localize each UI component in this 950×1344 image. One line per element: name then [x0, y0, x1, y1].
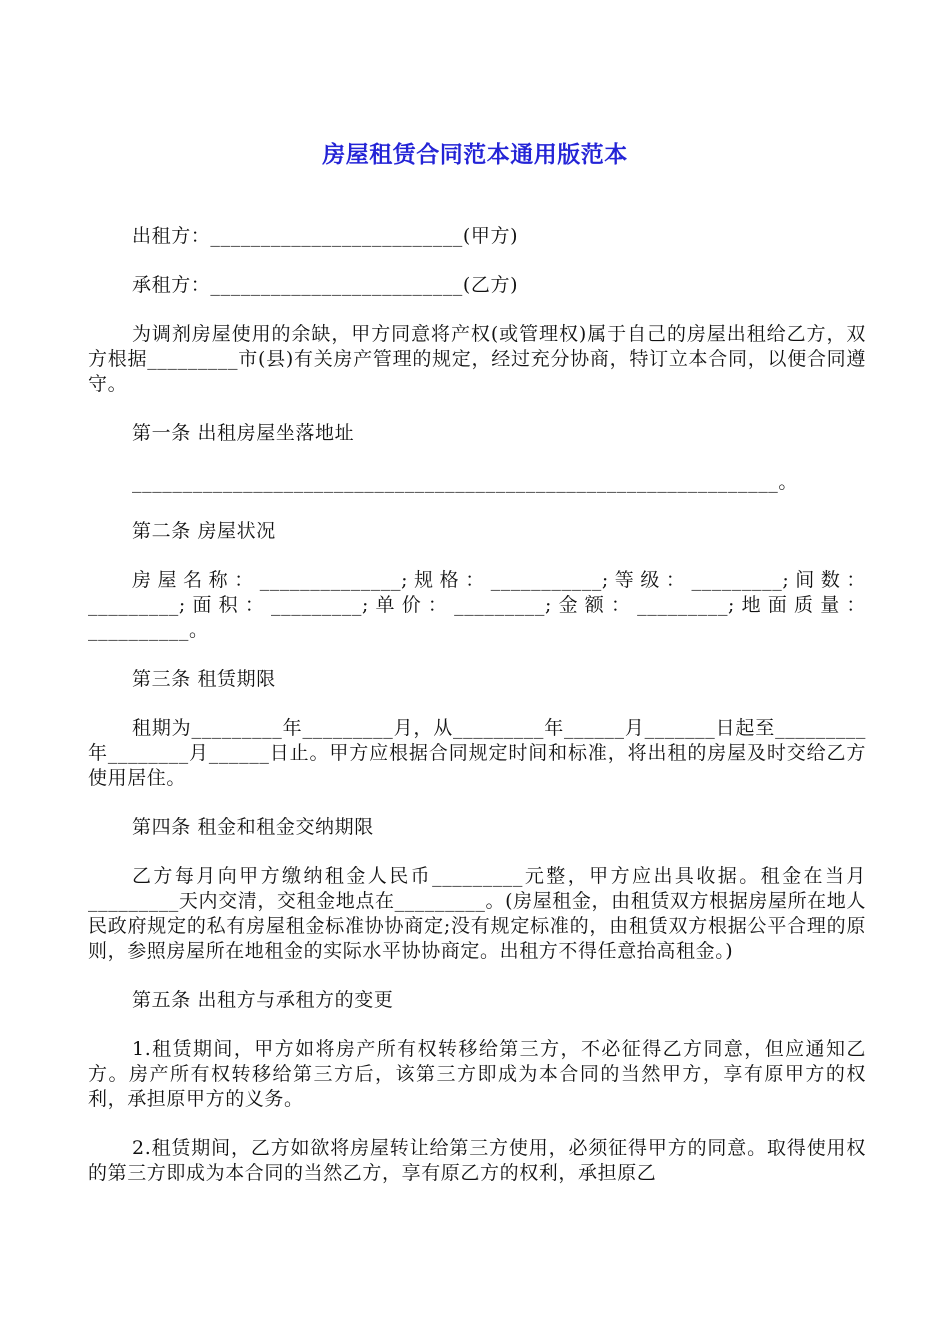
- intro-paragraph: 为调剂房屋使用的余缺，甲方同意将产权(或管理权)属于自己的房屋出租给乙方，双方根据_________市(县)有关房产管理的规定，经过充分协商，特订立本合同，以便合同遵守。: [88, 323, 866, 395]
- document-body: [88, 224, 866, 1210]
- lessee-line: 承租方：_________________________(乙方): [132, 274, 519, 296]
- article-1-address: ________________________________________________________________。: [132, 471, 798, 493]
- article-4-heading: 第四条 租金和租金交纳期限: [132, 816, 374, 838]
- document-title: 房屋租赁合同范本通用版范本: [322, 142, 628, 168]
- article-5-heading: 第五条 出租方与承租方的变更: [132, 989, 394, 1011]
- lessor-line: 出租方：_________________________(甲方): [132, 225, 519, 247]
- article-5-item-2: 2.租赁期间，乙方如欲将房屋转让给第三方使用，必须征得甲方的同意。取得使用权的第三方即成为本合同的当然乙方，享有原乙方的权利，承担原乙: [88, 1137, 866, 1184]
- article-3-heading: 第三条 租赁期限: [132, 668, 276, 690]
- article-4-body: 乙方每月向甲方缴纳租金人民币_________元整，甲方应出具收据。租金在当月_________天内交清，交租金地点在_________。(房屋租金，由租赁双方根据房屋所在地人民政府规定的私有房屋租金标准协协商定;没有规定标准的，由租赁双方根据公平合理的原则，参照房屋所在地租金的实际水平协协商定。出租方不得任意抬高租金。): [88, 865, 866, 962]
- article-5-item-1: 1.租赁期间，甲方如将房产所有权转移给第三方，不必征得乙方同意，但应通知乙方。房产所有权转移给第三方后，该第三方即成为本合同的当然甲方，享有原甲方的权利，承担原甲方的义务。: [88, 1038, 866, 1110]
- article-2-body: 房屋名称：______________;规格：___________;等级：_________;间数：_________;面积：_________;单价：_________;金额：_________;地面质量：__________。: [88, 569, 866, 641]
- article-3-body: 租期为_________年_________月，从_________年______月_______日起至_________年________月______日止。甲方应根据合同规定时间和标准，将出租的房屋及时交给乙方使用居住。: [88, 717, 866, 789]
- article-1-heading: 第一条 出租房屋坐落地址: [132, 422, 355, 444]
- article-2-heading: 第二条 房屋状况: [132, 520, 276, 542]
